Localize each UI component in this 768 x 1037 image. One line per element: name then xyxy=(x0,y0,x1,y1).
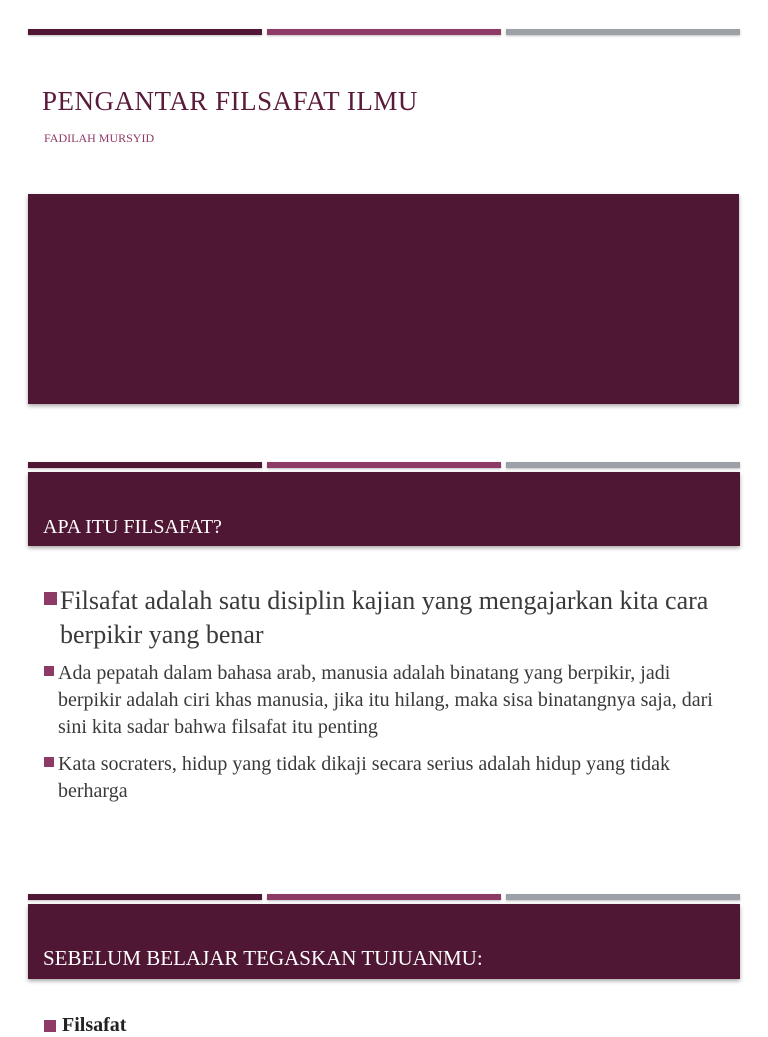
bullet-text: Filsafat adalah satu disiplin kajian yang mengajarkan kita cara berpikir yang benar xyxy=(60,586,709,649)
accent-stripe-magenta xyxy=(267,894,501,900)
accent-stripe-gray xyxy=(506,29,740,35)
slide-subtitle: FADILAH MURSYID xyxy=(44,131,155,145)
accent-stripe-dark xyxy=(28,462,262,468)
accent-stripe-gray xyxy=(506,894,740,900)
list-item xyxy=(44,1014,126,1037)
title-image-placeholder xyxy=(28,194,739,404)
accent-stripe-gray xyxy=(506,462,740,468)
slide-heading: APA ITU FILSAFAT? xyxy=(43,516,222,538)
bullet-square-icon xyxy=(44,757,54,767)
bullet-text: Kata socraters, hidup yang tidak dikaji secara serius adalah hidup yang tidak berharga xyxy=(58,753,671,802)
slide-header-band xyxy=(28,904,740,979)
accent-stripe-magenta xyxy=(267,462,501,468)
bullet-text: Ada pepatah dalam bahasa arab, manusia adalah binatang yang berpikir, jadi berpikir adalah ciri khas manusia, jika itu hilang, maka sisa binatangnya saja, dari sini kita sadar bahwa filsafat itu penting xyxy=(58,662,713,738)
slide-header-band xyxy=(28,472,740,546)
list-item xyxy=(44,660,728,741)
bullet-square-icon xyxy=(44,592,57,605)
slide-heading: SEBELUM BELAJAR TEGASKAN TUJUANMU: xyxy=(43,946,483,970)
list-item xyxy=(44,751,728,805)
bullet-square-icon xyxy=(44,1020,56,1032)
bullet-square-icon xyxy=(44,666,54,676)
accent-stripe-dark xyxy=(28,29,262,35)
bullet-text: Filsafat xyxy=(62,1014,127,1036)
list-item xyxy=(44,584,760,652)
slide-title: PENGANTAR FILSAFAT ILMU xyxy=(42,86,418,116)
accent-stripe-dark xyxy=(28,894,262,900)
accent-stripe-magenta xyxy=(267,29,501,35)
